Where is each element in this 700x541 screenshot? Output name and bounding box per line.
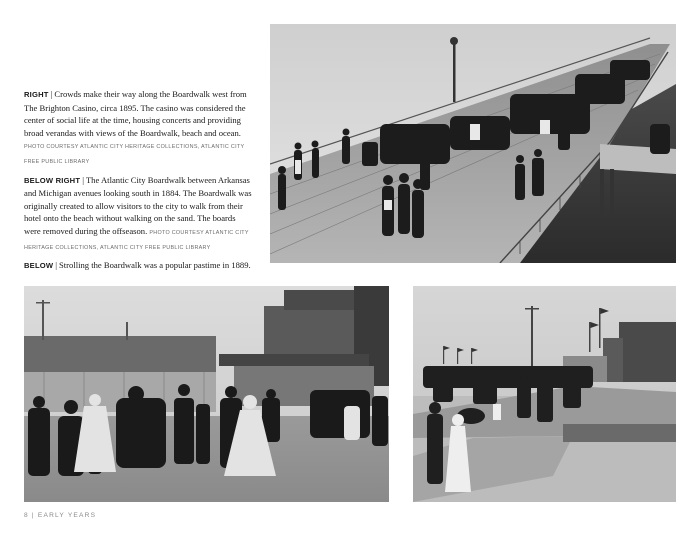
caption-text: Crowds make their way along the Boardwalk west from The Brighton Casino, circa 1895. The casino was considered the center of social life at the time, housing concerts and providing broad verandas with views of the Boardwalk, beach and ocean. xyxy=(24,89,247,138)
page-number: 8 xyxy=(24,512,29,519)
caption-text: Strolling the Boardwalk was a popular pastime in 1889. xyxy=(59,260,251,271)
caption-below-right xyxy=(24,174,254,255)
page-footer xyxy=(24,512,96,519)
section-title: EARLY YEARS xyxy=(37,512,97,519)
caption-below xyxy=(24,259,254,273)
caption-text: The Atlantic City Boardwalk between Arkansas and Michigan avenues looking south in 1884. The Boardwalk was originally created to allow visitors to the city to walk from their hotel onto the beach without walking on the sand. The boards were removed during the offseason. xyxy=(24,174,252,236)
caption-label: BELOW xyxy=(24,261,54,271)
photo-credit: PHOTO COURTESY ATLANTIC CITY HERITAGE COLLECTIONS, ATLANTIC CITY FREE PUBLIC LIBRARY xyxy=(24,229,249,251)
caption-right xyxy=(24,88,254,169)
caption-separator: | xyxy=(50,89,53,99)
boardwalk-1884-photo xyxy=(413,286,676,502)
caption-label: RIGHT xyxy=(24,90,49,99)
caption-separator: | xyxy=(55,260,57,271)
caption-block xyxy=(24,88,254,278)
photo-credit: PHOTO COURTESY ATLANTIC CITY HERITAGE COLLECTIONS, ATLANTIC CITY FREE PUBLIC LIBRARY xyxy=(24,144,245,165)
caption-separator: | xyxy=(82,174,84,185)
footer-separator: | xyxy=(31,512,35,519)
boardwalk-strollers-photo xyxy=(24,286,389,502)
boardwalk-crowd-photo xyxy=(270,24,676,263)
caption-label: BELOW RIGHT xyxy=(24,175,81,185)
